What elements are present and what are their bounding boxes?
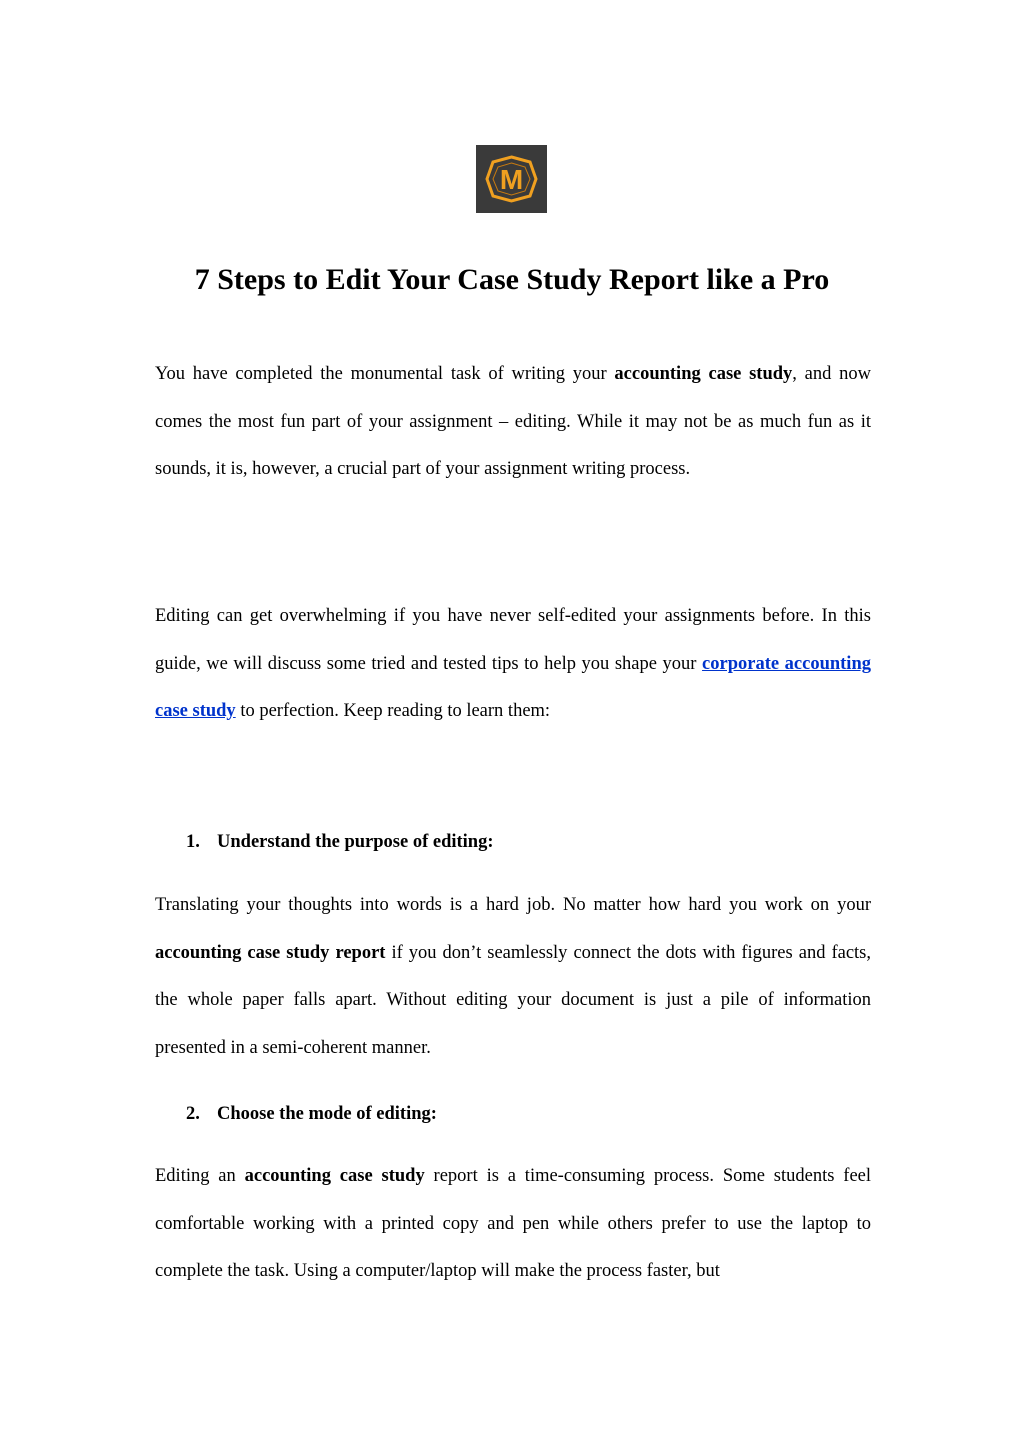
section-1-title: Understand the purpose of editing: [217, 832, 494, 852]
intro-p1-bold: accounting case study [614, 364, 793, 384]
section-1-text-after: if you don’t seamlessly connect the dots with figures and facts, the whole paper falls apart. Without editing your document is just a pile of information presented in a semi-coherent manner. [155, 942, 872, 1058]
section-1-number: 1. [186, 832, 200, 852]
section-2-bold: accounting case study [244, 1166, 425, 1186]
section-2-number: 2. [186, 1104, 200, 1124]
intro-p1-text: You have completed the monumental task of writing your [155, 364, 615, 384]
logo [476, 145, 547, 213]
corporate-accounting-case-study-link[interactable]: corporate accounting case study [155, 653, 871, 721]
section-1-text: Translating your thoughts into words is a hard job. No matter how hard you work on your [155, 895, 871, 915]
intro-paragraph-1 [155, 351, 871, 494]
page-title: 7 Steps to Edit Your Case Study Report like a Pro [194, 263, 830, 296]
section-2-paragraph [155, 1153, 871, 1296]
intro-p1-text-after: , and now comes the most fun part of your assignment – editing. While it may not be as much fun as it sounds, it is, however, a crucial part of your assignment writing process. [155, 364, 871, 479]
section-2-text: Editing an [155, 1166, 245, 1186]
intro-paragraph-2 [155, 593, 871, 736]
section-1-heading [186, 828, 494, 856]
intro-p2-text-after: to perfection. Keep reading to learn them: [235, 701, 551, 721]
section-2-heading [186, 1100, 437, 1128]
section-1-bold: accounting case study report [155, 942, 386, 963]
section-2-text-after: report is a time-consuming process. Some students feel comfortable working with a printed copy and pen while others prefer to use the laptop to complete the task. Using a computer/laptop will make the process faster, but [155, 1166, 872, 1281]
logo-letter: M [499, 164, 524, 195]
intro-p2-text: Editing can get overwhelming if you have never self-edited your assignments before. In this guide, we will discuss some tried and tested tips to help you shape your [155, 606, 871, 674]
section-2-title: Choose the mode of editing: [217, 1104, 437, 1124]
section-1-paragraph [155, 882, 871, 1072]
logo-m-icon [476, 145, 547, 213]
